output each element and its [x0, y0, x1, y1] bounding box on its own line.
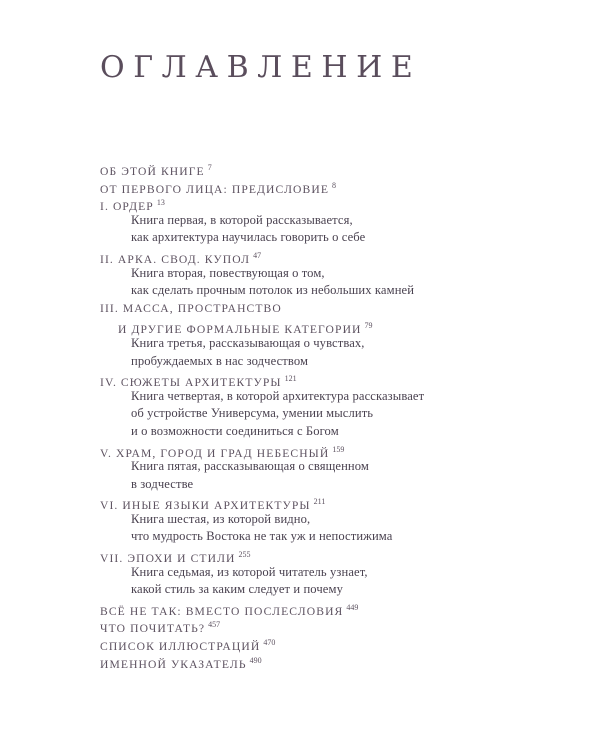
toc-entry-chapter-3	[100, 300, 540, 318]
toc-page-number: 457	[208, 620, 221, 630]
toc-entry-chapter-2	[100, 247, 540, 265]
chapter-description-line: как сделать прочным потолок из небольших камней	[131, 283, 415, 298]
toc-entry-title: VII. ЭПОХИ И СТИЛИ	[100, 552, 236, 566]
toc-entry-title: И ДРУГИЕ ФОРМАЛЬНЫЕ КАТЕГОРИИ	[118, 323, 362, 337]
toc-entry-title: V. ХРАМ, ГОРОД И ГРАД НЕБЕСНЫЙ	[100, 446, 330, 460]
toc-page-number: 79	[364, 321, 373, 331]
toc-entry-title: СПИСОК ИЛЛЮСТРАЦИЙ	[100, 640, 261, 654]
chapter-description-line: Книга первая, в которой рассказывается,	[131, 212, 353, 227]
toc-entry-title: II. АРКА. СВОД. КУПОЛ	[100, 252, 251, 266]
chapter-description-line: и о возможности соединиться с Богом	[131, 423, 339, 438]
page-title: ОГЛАВЛЕНИЕ	[100, 50, 422, 85]
toc-entry-preface	[100, 177, 540, 195]
toc-entry-title: ИМЕННОЙ УКАЗАТЕЛЬ	[100, 657, 247, 671]
chapter-description-line: как архитектура научилась говорить о себе	[131, 230, 366, 245]
chapter-description-line: пробуждаемых в нас зодчеством	[131, 353, 309, 368]
chapter-description-line: Книга пятая, рассказывающая о священном	[131, 459, 369, 474]
chapter-description-line: Книга седьмая, из которой читатель узнает,	[131, 564, 368, 579]
chapter-description-line: в зодчестве	[131, 476, 194, 491]
toc-entry-title: I. ОРДЕР	[100, 200, 154, 214]
toc-entry-chapter-5	[100, 441, 540, 459]
toc-entry-reading	[100, 616, 540, 634]
toc-page-number: 470	[263, 638, 276, 648]
toc-page-number: 13	[156, 198, 165, 208]
toc-entry-title: IV. СЮЖЕТЫ АРХИТЕКТУРЫ	[100, 376, 282, 390]
toc-page-number: 255	[238, 550, 251, 560]
toc-entry-chapter-7	[100, 546, 540, 564]
toc-entry-title: ВСЁ НЕ ТАК: ВМЕСТО ПОСЛЕСЛОВИЯ	[100, 604, 344, 618]
toc-entry-index	[100, 652, 540, 670]
toc-entry-chapter-6	[100, 493, 540, 511]
chapter-description-line: Книга четвертая, в которой архитектура рассказывает	[131, 388, 425, 403]
toc-entry-afterword	[100, 599, 540, 617]
table-of-contents	[100, 159, 540, 669]
chapter-description-line: что мудрость Востока не так уж и непостижима	[131, 529, 393, 544]
toc-entry-illustrations	[100, 634, 540, 652]
toc-entry-title: III. МАССА, ПРОСТРАНСТВО	[100, 301, 282, 315]
toc-entry-about	[100, 159, 540, 177]
chapter-description-line: Книга вторая, повествующая о том,	[131, 265, 325, 280]
toc-entry-title: ЧТО ПОЧИТАТЬ?	[100, 622, 206, 636]
toc-page-number: 449	[346, 602, 359, 612]
toc-page-number: 211	[313, 497, 326, 507]
toc-page-number: 7	[207, 163, 212, 172]
chapter-description-line: Книга третья, рассказывающая о чувствах,	[131, 335, 365, 350]
toc-entry-chapter-3-continued	[100, 317, 540, 335]
toc-entry-title: VI. ИНЫЕ ЯЗЫКИ АРХИТЕКТУРЫ	[100, 499, 311, 513]
toc-page-number: 159	[332, 444, 345, 454]
toc-entry-chapter-4	[100, 370, 540, 388]
toc-page-number: 8	[332, 180, 336, 190]
toc-entry-title: ОБ ЭТОЙ КНИГЕ	[100, 165, 205, 178]
chapter-description-line: какой стиль за каким следует и почему	[131, 582, 343, 597]
toc-page-number: 121	[284, 374, 297, 384]
toc-entry-title: ОТ ПЕРВОГО ЛИЦА: ПРЕДИСЛОВИЕ	[100, 182, 329, 196]
chapter-description-line: об устройстве Универсума, умении мыслить	[131, 406, 374, 421]
toc-page-number: 490	[249, 655, 262, 665]
toc-page-number: 47	[253, 250, 262, 260]
chapter-description-line: Книга шестая, из которой видно,	[131, 511, 311, 526]
toc-entry-chapter-1	[100, 194, 540, 212]
